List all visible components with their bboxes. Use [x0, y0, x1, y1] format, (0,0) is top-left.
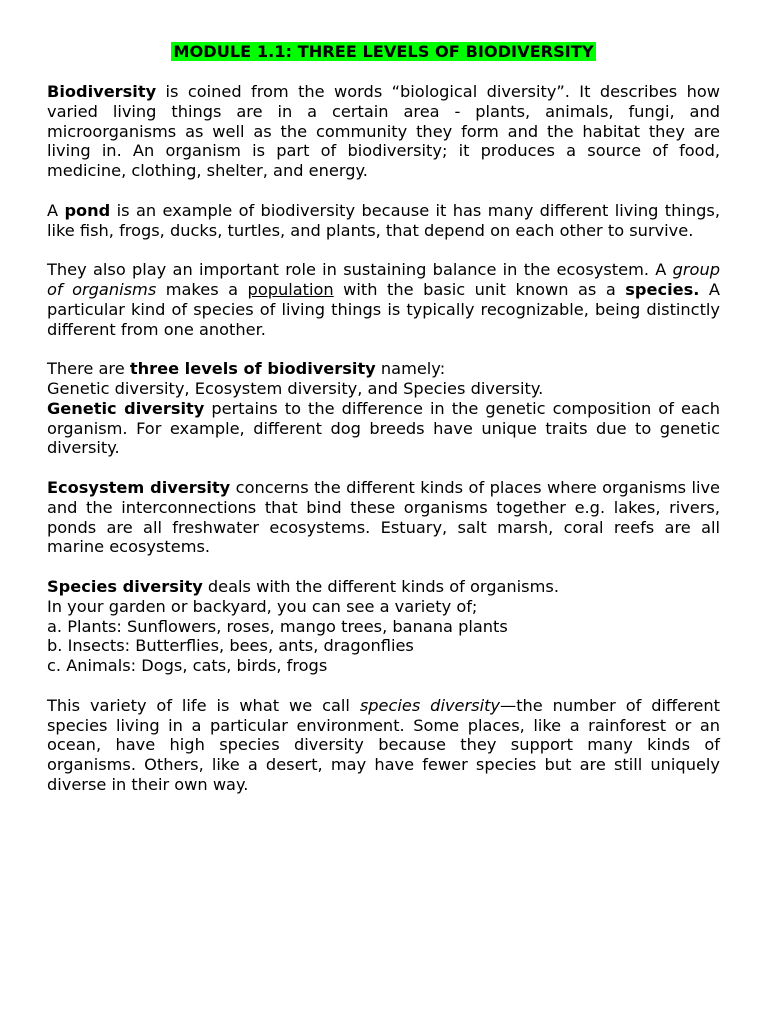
paragraph-genetic-diversity — [47, 399, 720, 458]
paragraph-text: There are — [47, 359, 130, 379]
paragraph-text: is an example of biodiversity because it has many different living things, like fish, frogs, ducks, turtles, and plants, that depend on each other to survive. — [47, 200, 720, 240]
term-group-of-organisms: group of organisms — [47, 260, 720, 299]
list-item-plants: a. Plants: Sunflowers, roses, mango trees, banana plants — [47, 616, 508, 636]
paragraph-text: —the number of different species living in a particular environment. Some places, like a rainforest or an ocean, have high species diversity because they support many kinds of organisms. Others, like a desert, may have fewer species but are still uniquely diverse in their own way. — [47, 695, 720, 794]
paragraph-text: makes a — [156, 279, 248, 299]
paragraph-species-diversity-explanation — [47, 696, 720, 795]
term-biodiversity: Biodiversity — [47, 82, 157, 101]
paragraph-text: This variety of life is what we call — [47, 695, 360, 715]
paragraph-text: A particular kind of species of living things is typically recognizable, being distinctly different from one another. — [47, 279, 720, 339]
paragraph-text: with the basic unit known as a — [333, 279, 626, 299]
term-three-levels: three levels of biodiversity — [129, 359, 376, 379]
paragraph-pond-example — [47, 201, 720, 241]
paragraph-biodiversity-definition — [47, 82, 720, 181]
paragraph-text: They also play an important role in sustaining balance in the ecosystem. A — [47, 260, 673, 280]
list-item-animals: c. Animals: Dogs, cats, birds, frogs — [47, 656, 328, 676]
paragraph-text: A — [47, 200, 65, 220]
document-page — [47, 42, 720, 795]
term-ecosystem-diversity: Ecosystem diversity — [47, 477, 231, 497]
garden-intro-line: In your garden or backyard, you can see a variety of; — [47, 596, 478, 616]
term-species-diversity: Species diversity — [47, 576, 203, 596]
term-population: population — [247, 279, 334, 299]
paragraph-spacer — [47, 339, 720, 359]
term-genetic-diversity: Genetic diversity — [47, 398, 205, 418]
paragraph-population-species — [47, 260, 720, 339]
paragraph-spacer — [47, 676, 720, 696]
paragraph-ecosystem-diversity — [47, 478, 720, 557]
paragraph-spacer — [47, 181, 720, 201]
paragraph-species-diversity — [47, 577, 720, 597]
paragraph-text: deals with the different kinds of organisms. — [202, 576, 559, 596]
module-title: MODULE 1.1: THREE LEVELS OF BIODIVERSITY — [173, 42, 594, 61]
list-item-insects: b. Insects: Butterflies, bees, ants, dragonflies — [47, 636, 414, 656]
paragraph-text: pertains to the difference in the genetic composition of each organism. For example, different dog breeds have unique traits due to genetic diversity. — [47, 398, 720, 458]
term-species-diversity-italic: species diversity — [359, 695, 500, 715]
paragraph-spacer — [47, 557, 720, 577]
paragraph-spacer — [47, 240, 720, 260]
paragraph-spacer — [47, 458, 720, 478]
term-species: species. — [625, 279, 700, 299]
term-pond: pond — [64, 200, 111, 220]
module-title-wrapper — [47, 42, 720, 62]
paragraph-text: concerns the different kinds of places where organisms live and the interconnections that bind these organisms together e.g. lakes, rivers, ponds are all freshwater ecosystems. Estuary, salt marsh, coral reefs are all marine ecosystems. — [47, 477, 720, 557]
paragraph-text: is coined from the words “biological diversity”. It describes how varied living things are in a certain area - plants, animals, fungi, and microorganisms as well as the community they form and the habitat they are living in. An organism is part of biodiversity; it produces a source of food, medicine, clothing, shelter, and energy. — [47, 82, 720, 181]
paragraph-text: namely: — [375, 359, 446, 379]
paragraph-three-levels — [47, 359, 720, 379]
levels-list-line: Genetic diversity, Ecosystem diversity, and Species diversity. — [47, 378, 544, 398]
